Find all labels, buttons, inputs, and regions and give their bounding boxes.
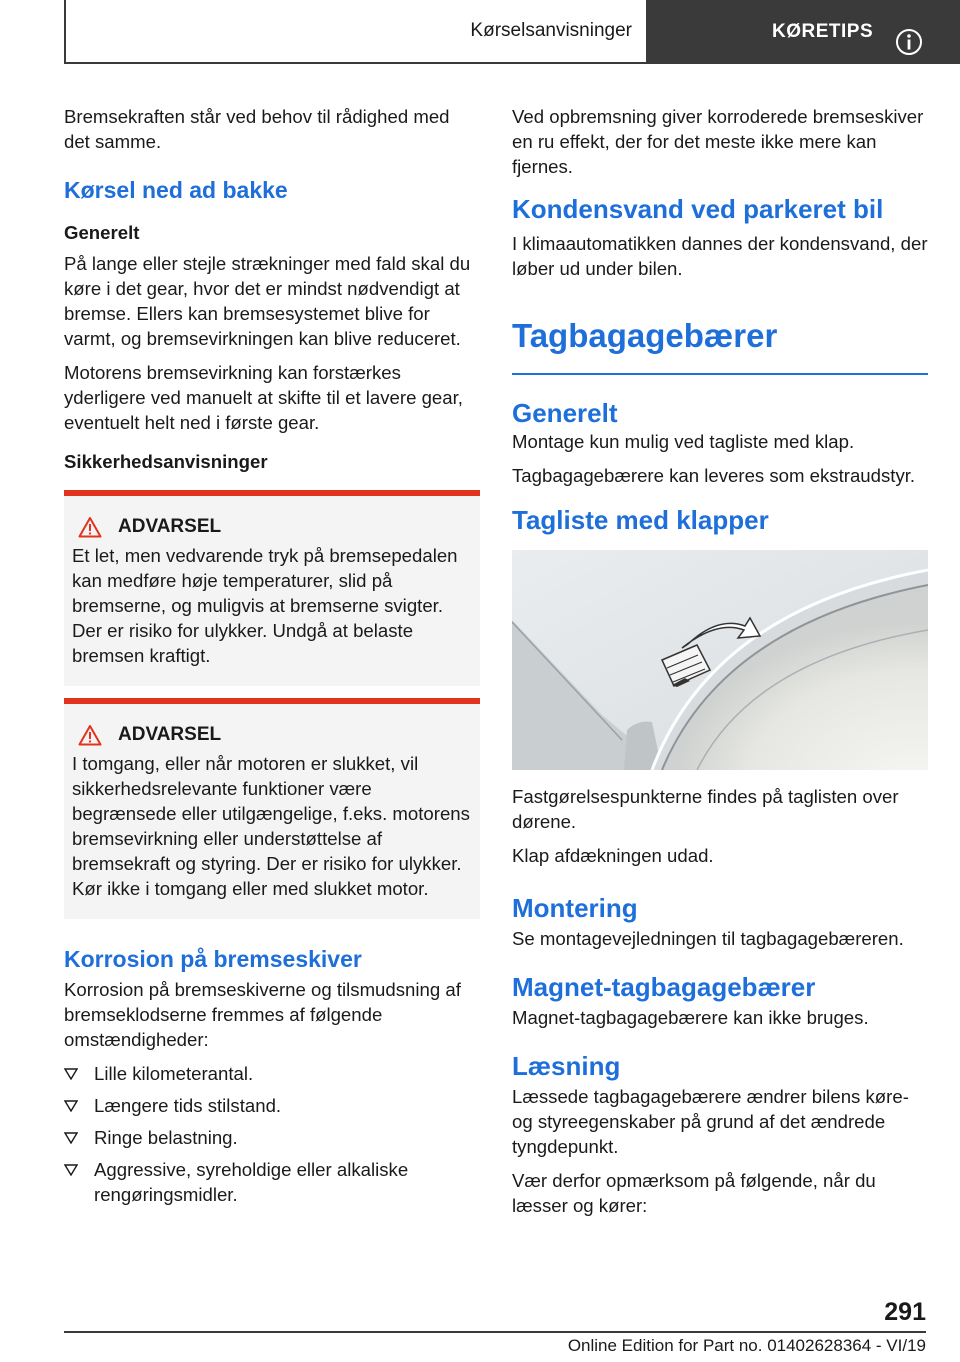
heading-roof-general: Generelt <box>512 398 618 428</box>
warning-text-2: I tomgang, eller når motoren er slukket, vil sikkerhedsrelevante funktioner være begrænsede eller utilgængelige, f.eks. motorens bremsevirkning eller understøttelse af bremsekraft og styring. Der er risiko for ulykker. Kør ikke i tomgang eller med slukket motor. <box>72 753 470 899</box>
list-item <box>64 1061 480 1086</box>
warning-title-2 <box>72 722 472 747</box>
warning-triangle-icon <box>78 724 102 746</box>
footer-edition: Online Edition for Part no. 01402628364 - VI/19 <box>567 1336 926 1355</box>
corrosion-list <box>64 1061 480 1207</box>
heading-corrosion: Korrosion på bremseskiver <box>64 946 362 972</box>
warning-box-1 <box>64 490 480 686</box>
list-item-text: Ringe belastning. <box>94 1127 238 1148</box>
list-item-text: Længere tids stilstand. <box>94 1095 282 1116</box>
info-icon <box>895 28 923 56</box>
condensation-paragraph: I klimaautomatikken dannes der kondensvand, der løber ud under bilen. <box>512 233 928 279</box>
header-section-title <box>64 0 648 64</box>
chapter-label: KØRETIPS <box>772 21 874 42</box>
heading-condensation: Kondensvand ved parkeret bil <box>512 194 884 224</box>
downhill-paragraph-2: Motorens bremsevirkning kan forstærkes yderligere ved manuelt at skifte til et lavere gear, eventuelt helt ned i første gear. <box>64 362 463 433</box>
heading-mounting: Montering <box>512 893 638 923</box>
warning-label-2: ADVARSEL <box>118 724 222 745</box>
right-column <box>512 104 928 1227</box>
strip-paragraph-2: Klap afdækningen udad. <box>512 845 714 866</box>
warning-triangle-icon <box>78 516 102 538</box>
roof-strip-photo <box>512 550 928 770</box>
warning-label-1: ADVARSEL <box>118 516 222 537</box>
section-label: Kørselsanvisninger <box>470 20 632 41</box>
triangle-bullet-icon <box>64 1132 78 1144</box>
braking-paragraph: Ved opbremsning giver korroderede bremseskiver en ru effekt, der for det meste ikke mere kan fjernes. <box>512 106 924 177</box>
general-paragraph-2: Tagbagagebærere kan leveres som ekstraudstyr. <box>512 465 916 486</box>
corrosion-paragraph: Korrosion på bremseskiverne og tilsmudsning af bremseklodserne fremmes af følgende omstændigheder: <box>64 979 461 1050</box>
loading-paragraph-1: Læssede tagbagagebærere ændrer bilens køre- og styreegenskaber på grund af det ændrede tyngdepunkt. <box>512 1086 909 1157</box>
triangle-bullet-icon <box>64 1100 78 1112</box>
heading-roof-strip: Tagliste med klapper <box>512 505 769 535</box>
triangle-bullet-icon <box>64 1164 78 1176</box>
magnet-paragraph: Magnet-tagbagagebærere kan ikke bruges. <box>512 1007 869 1028</box>
heading-loading: Læsning <box>512 1051 621 1081</box>
list-item-text: Aggressive, syreholdige eller alkaliske rengøringsmidler. <box>94 1159 409 1205</box>
heading-roof-rack: Tagbagagebærer <box>512 315 928 375</box>
warning-text-1: Et let, men vedvarende tryk på bremsepedalen kan medføre høje temperaturer, slid på bremserne, og muligvis at bremserne svigter. Der er risiko for ulykker. Undgå at belaste bremsen kraftigt. <box>72 545 458 666</box>
warning-box-2 <box>64 698 480 919</box>
list-item-text: Lille kilometerantal. <box>94 1063 254 1084</box>
list-item <box>64 1125 480 1150</box>
subheading-safety: Sikkerhedsanvisninger <box>64 451 268 472</box>
general-paragraph-1: Montage kun mulig ved tagliste med klap. <box>512 431 855 452</box>
left-column <box>64 104 480 1214</box>
mounting-paragraph: Se montagevejledningen til tagbagagebæreren. <box>512 928 904 949</box>
footer-divider <box>64 1331 926 1333</box>
subheading-general: Generelt <box>64 222 140 243</box>
loading-paragraph-2: Vær derfor opmærksom på følgende, når du læsser og kører: <box>512 1170 876 1216</box>
heading-magnet: Magnet-tagbagagebærer <box>512 972 816 1002</box>
warning-title-1 <box>72 514 472 539</box>
heading-downhill: Kørsel ned ad bakke <box>64 177 288 203</box>
intro-paragraph: Bremsekraften står ved behov til rådighed med det samme. <box>64 106 450 152</box>
triangle-bullet-icon <box>64 1068 78 1080</box>
list-item <box>64 1093 480 1118</box>
strip-paragraph-1: Fastgørelsespunkterne findes på taglisten over dørene. <box>512 786 899 832</box>
list-item <box>64 1157 480 1207</box>
header-chapter <box>648 0 960 64</box>
page-number: 291 <box>884 1298 926 1326</box>
downhill-paragraph-1: På lange eller stejle strækninger med fald skal du køre i det gear, hvor det er mindst nødvendigt at bremse. Ellers kan bremsesystemet blive for varmt, og bremsevirkningen kan blive reduceret. <box>64 253 471 349</box>
